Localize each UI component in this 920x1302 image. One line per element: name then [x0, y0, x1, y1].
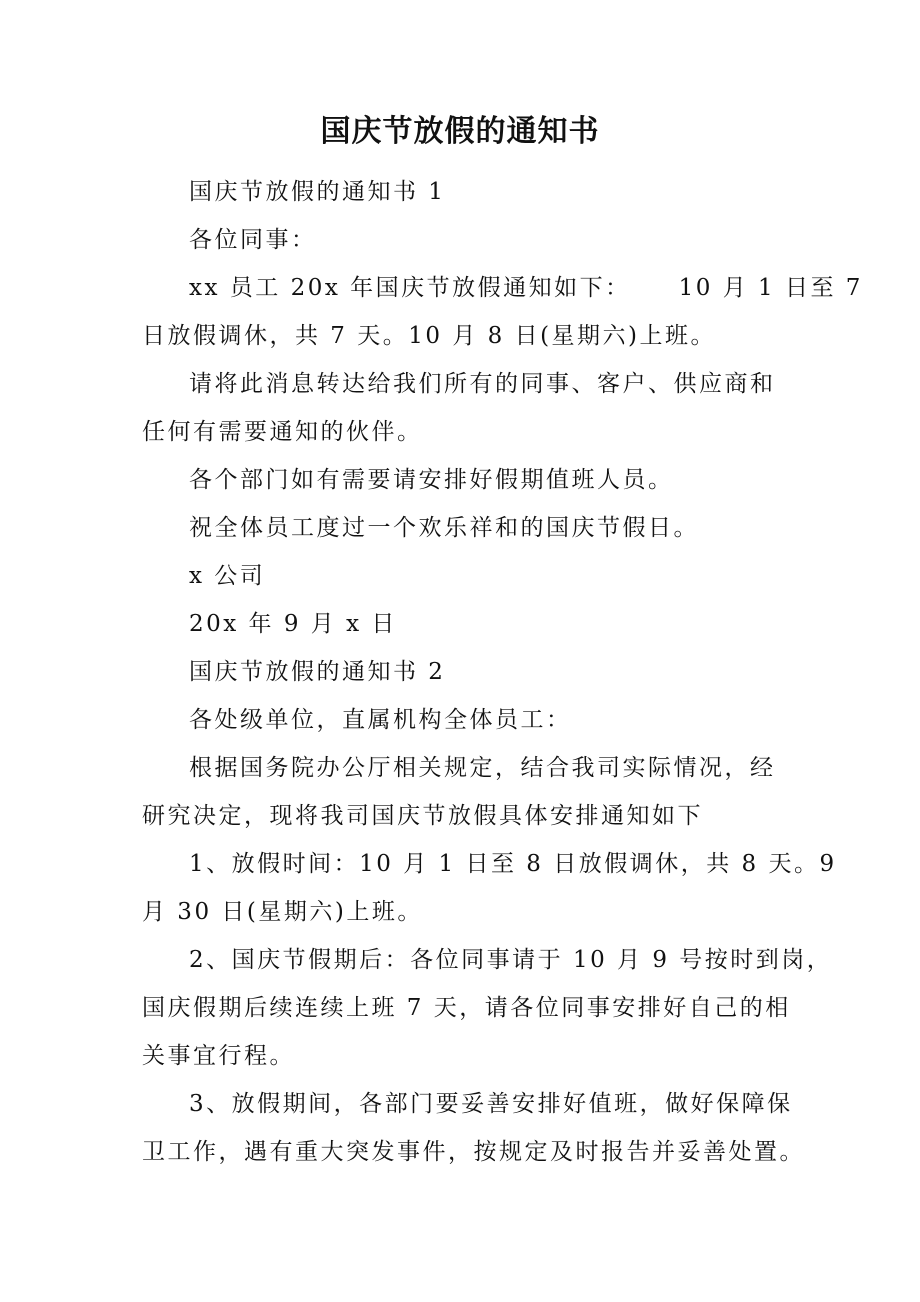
notice1-paragraph1-text-a: xx 员工 20x 年国庆节放假通知如下：	[189, 275, 631, 301]
notice1-paragraph1-text-b: 10 月 1 日至 7	[678, 275, 863, 301]
notice1-paragraph3: 各个部门如有需要请安排好假期值班人员。	[189, 467, 674, 493]
notice1-paragraph2-line1: 请将此消息转达给我们所有的同事、客户、供应商和	[189, 371, 776, 397]
notice1-salutation: 各位同事：	[189, 227, 317, 253]
document-title: 国庆节放假的通知书	[320, 114, 600, 149]
notice2-paragraph1-line2: 研究决定，现将我司国庆节放假具体安排通知如下	[142, 803, 703, 829]
notice2-item2-line2: 国庆假期后续连续上班 7 天，请各位同事安排好自己的相	[142, 995, 791, 1021]
notice1-paragraph2-line2: 任何有需要通知的伙伴。	[142, 419, 423, 445]
notice2-item2-line3: 关事宜行程。	[142, 1043, 295, 1069]
notice1-paragraph1-line2: 日放假调休，共 7 天。10 月 8 日(星期六)上班。	[142, 323, 717, 349]
notice2-item2-line1: 2、国庆节假期后：各位同事请于 10 月 9 号按时到岗，	[189, 947, 833, 973]
notice2-heading: 国庆节放假的通知书 2	[189, 659, 446, 685]
notice2-salutation: 各处级单位，直属机构全体员工：	[189, 707, 572, 733]
notice2-item1-line2: 月 30 日(星期六)上班。	[142, 899, 423, 925]
notice1-heading: 国庆节放假的通知书 1	[189, 179, 446, 205]
notice1-date: 20x 年 9 月 x 日	[189, 611, 397, 637]
notice2-item3-line1: 3、放假期间，各部门要妥善安排好值班，做好保障保	[189, 1091, 793, 1117]
notice1-signature: x 公司	[189, 563, 266, 589]
notice2-item3-line2: 卫工作，遇有重大突发事件，按规定及时报告并妥善处置。	[142, 1139, 805, 1165]
notice2-paragraph1-line1: 根据国务院办公厅相关规定，结合我司实际情况，经	[189, 755, 776, 781]
notice1-paragraph4: 祝全体员工度过一个欢乐祥和的国庆节假日。	[189, 515, 699, 541]
notice1-paragraph1-line1	[189, 264, 863, 312]
notice2-item1-line1: 1、放假时间：10 月 1 日至 8 日放假调休，共 8 天。9	[189, 851, 837, 877]
